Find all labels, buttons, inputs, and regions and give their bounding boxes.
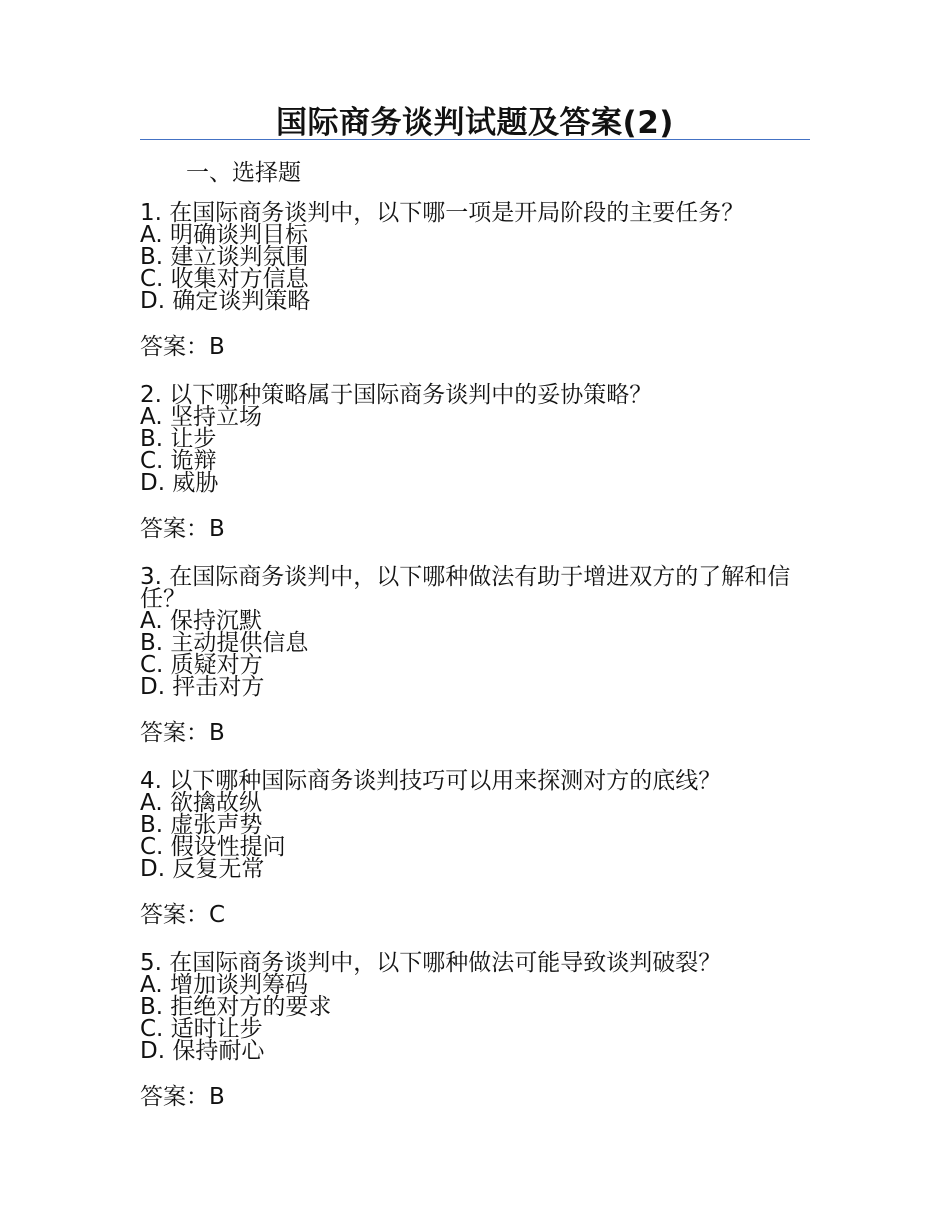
option-b: B. 建立谈判氛围 <box>140 244 309 270</box>
question-list <box>140 202 800 1134</box>
option-a: A. 增加谈判筹码 <box>140 972 308 998</box>
option-list <box>140 224 800 312</box>
question-item <box>140 952 800 1112</box>
option-list <box>140 406 800 494</box>
option-d: D. 确定谈判策略 <box>140 288 311 314</box>
option-a: A. 欲擒故纵 <box>140 790 262 816</box>
option-c: C. 假设性提问 <box>140 834 286 860</box>
question-text: 5. 在国际商务谈判中，以下哪种做法可能导致谈判破裂？ <box>140 950 722 976</box>
option-list <box>140 792 800 880</box>
question-text: 4. 以下哪种国际商务谈判技巧可以用来探测对方的底线？ <box>140 768 722 794</box>
option-d: D. 威胁 <box>140 470 219 496</box>
title-underline-rule <box>140 139 810 140</box>
option-d: D. 抨击对方 <box>140 674 265 700</box>
answer-line: 答案：C <box>140 902 226 928</box>
question-text: 3. 在国际商务谈判中，以下哪种做法有助于增进双方的了解和信任？ <box>140 564 791 612</box>
option-c: C. 诡辩 <box>140 448 217 474</box>
option-c: C. 质疑对方 <box>140 652 263 678</box>
option-c: C. 适时让步 <box>140 1016 263 1042</box>
option-a: A. 坚持立场 <box>140 404 262 430</box>
question-item <box>140 202 800 362</box>
option-a: A. 明确谈判目标 <box>140 222 308 248</box>
option-a: A. 保持沉默 <box>140 608 262 634</box>
question-item <box>140 770 800 930</box>
option-b: B. 拒绝对方的要求 <box>140 994 332 1020</box>
option-b: B. 主动提供信息 <box>140 630 309 656</box>
section-heading: 一、选择题 <box>186 160 301 186</box>
answer-line: 答案：B <box>140 516 225 542</box>
option-c: C. 收集对方信息 <box>140 266 309 292</box>
answer-line: 答案：B <box>140 334 225 360</box>
option-list <box>140 974 800 1062</box>
question-item <box>140 566 800 748</box>
option-d: D. 反复无常 <box>140 856 265 882</box>
answer-line: 答案：B <box>140 720 225 746</box>
document-title: 国际商务谈判试题及答案(2) <box>276 105 674 141</box>
answer-line: 答案：B <box>140 1084 225 1110</box>
option-d: D. 保持耐心 <box>140 1038 265 1064</box>
option-list <box>140 610 800 698</box>
question-item <box>140 384 800 544</box>
question-text: 2. 以下哪种策略属于国际商务谈判中的妥协策略？ <box>140 382 653 408</box>
question-text: 1. 在国际商务谈判中，以下哪一项是开局阶段的主要任务？ <box>140 200 745 226</box>
option-b: B. 虚张声势 <box>140 812 263 838</box>
option-b: B. 让步 <box>140 426 217 452</box>
